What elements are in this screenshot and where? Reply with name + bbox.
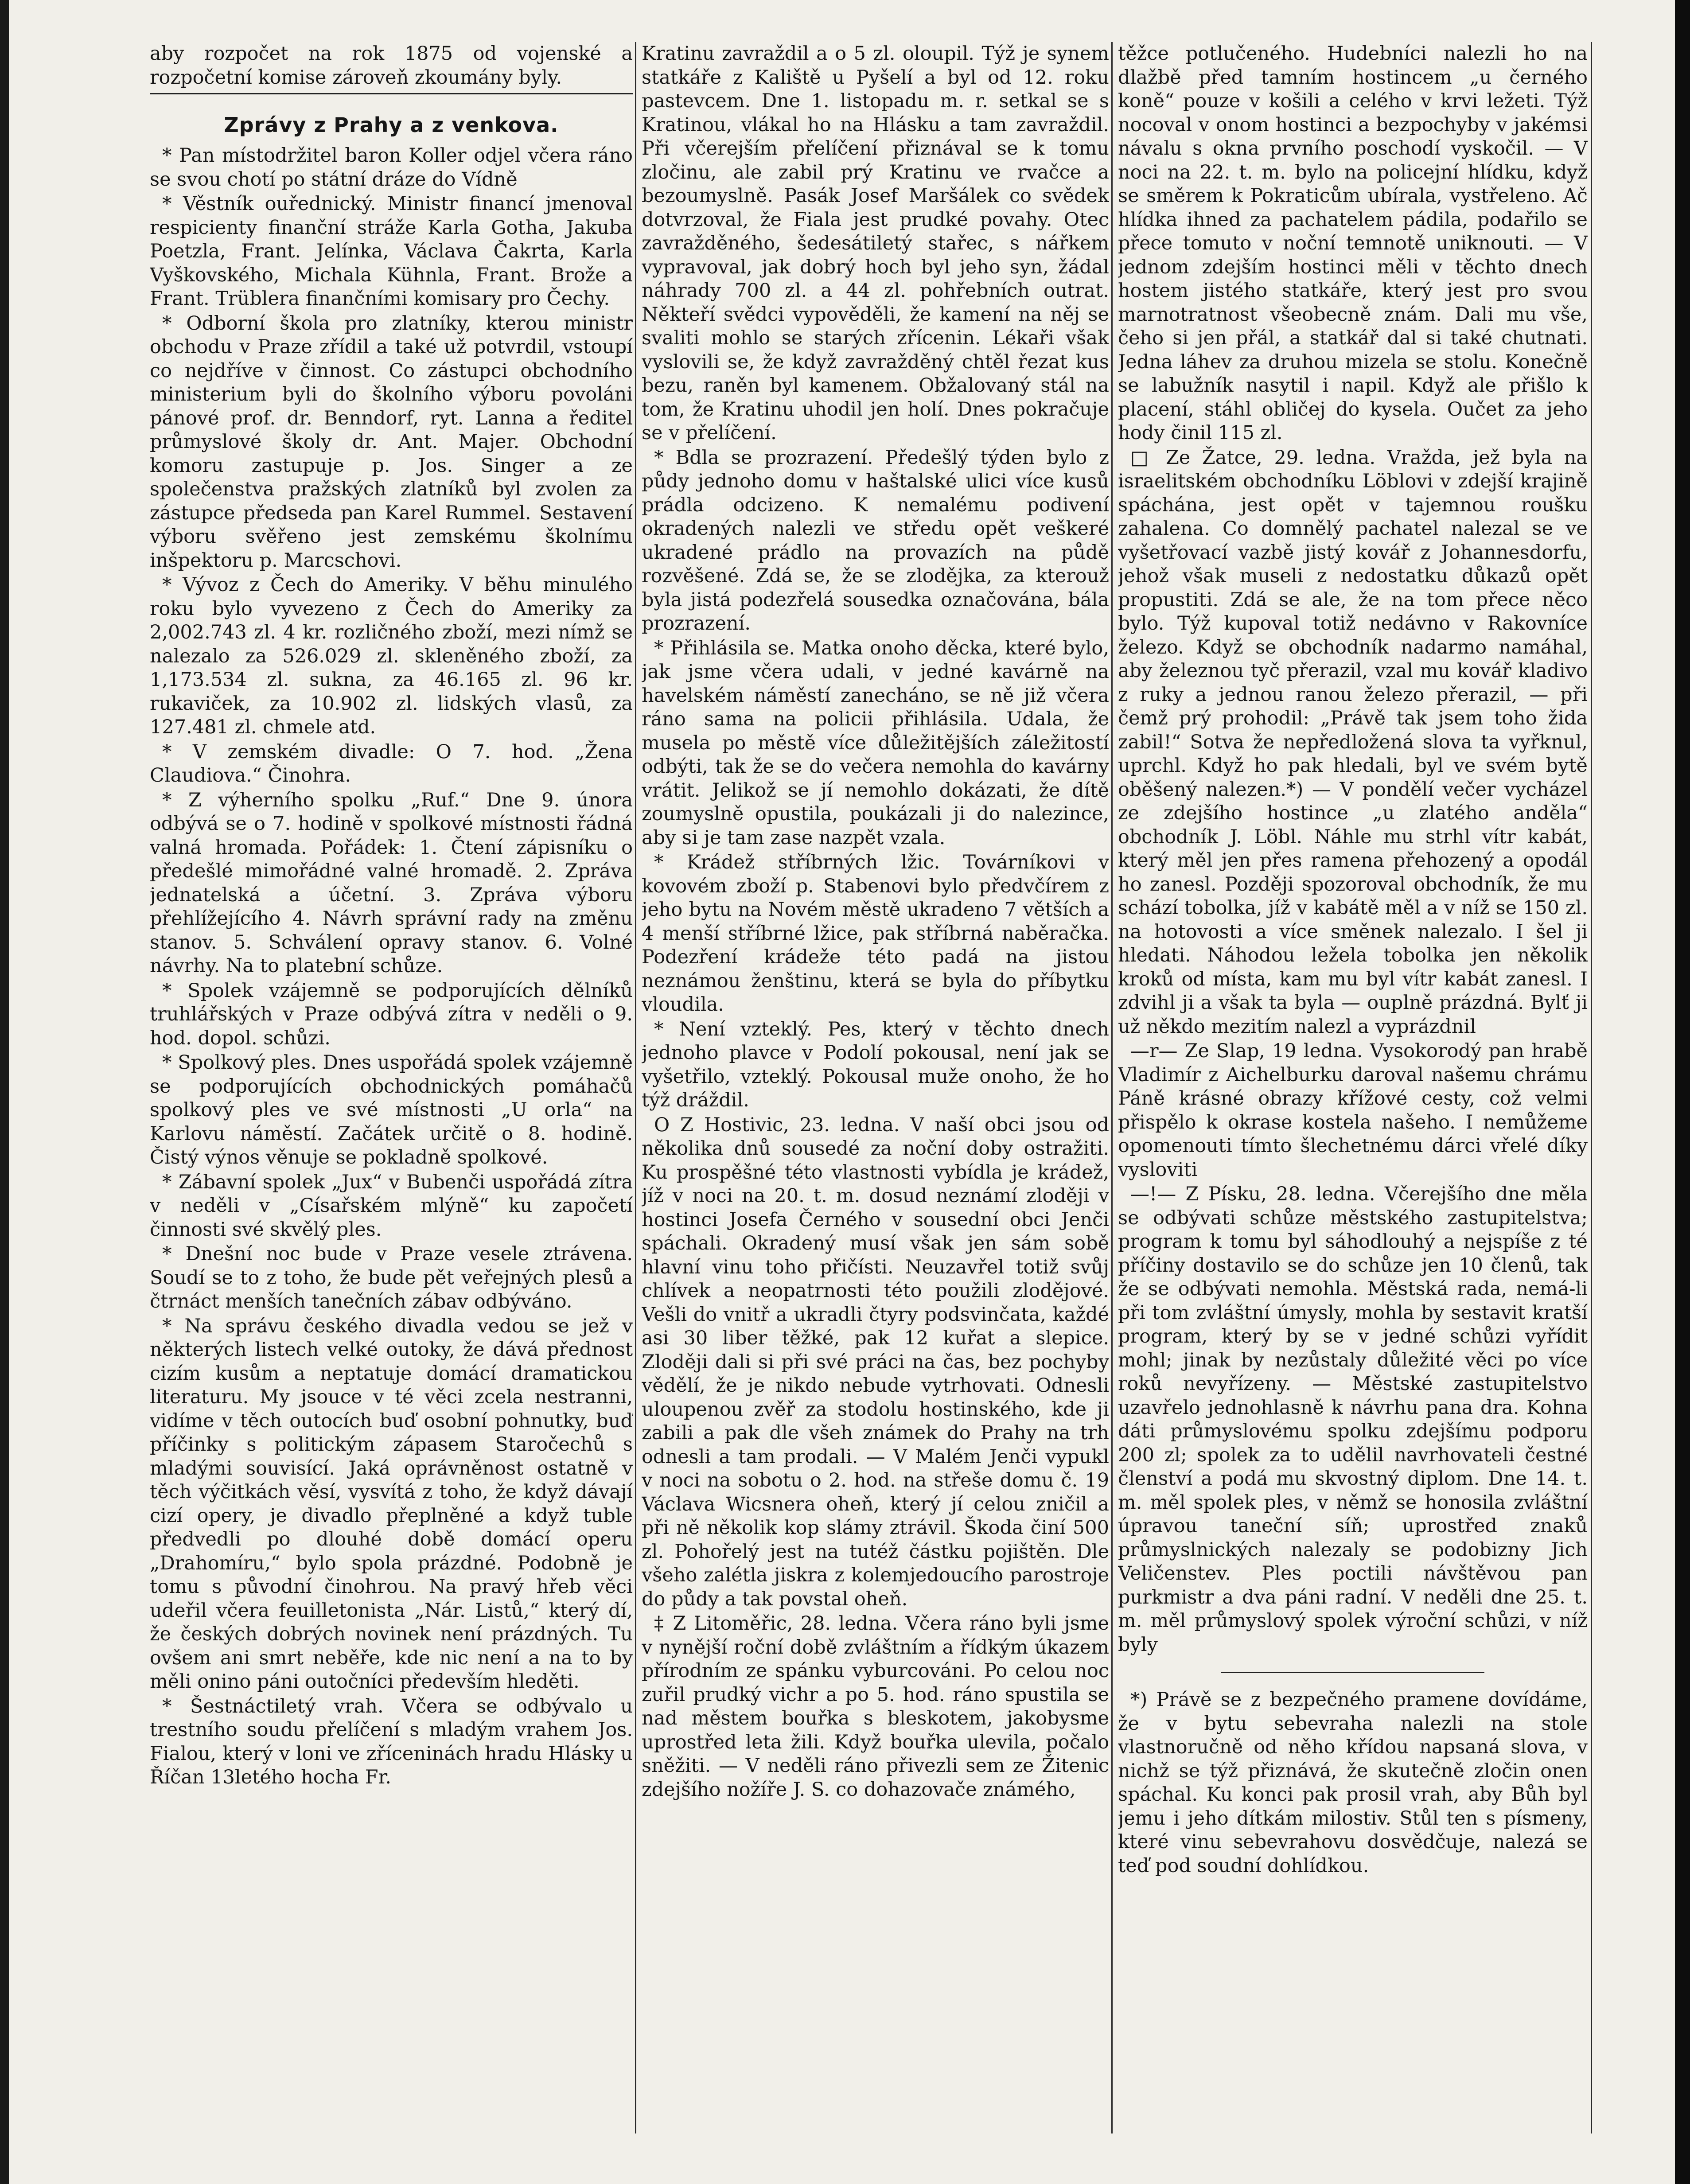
- article-paragraph: * Dnešní noc bude v Praze vesele ztrávena. Soudí se to z toho, že bude pět veřejných plesů a čtrnáct menších tanečních zábav odbýváno.: [150, 1243, 633, 1312]
- column-rule-edge: [1591, 42, 1592, 2133]
- article-paragraph: těžce potlučeného. Hudebníci nalezli ho na dlažbě před tamním hostincem „u černého koně“ pouze v košili a celého v krvi ležeti. Týž nocoval v onom hostinci a bezpochyby v jakémsi návalu s okna prvního poschodí vyskočil. — V noci na 22. t. m. bylo na policejní hlídku, když se směrem k Pokraticům ubírala, vystřeleno. Ač hlídka ihned za pachatelem pádila, podařilo se přece tomuto v noční temnotě uniknouti. — V jednom zdejším hostinci měli v těchto dnech hostem jistého statkáře, který jest pro svou marnotratnost všeobecně znám. Dali mu vše, čeho si jen přál, a statkář dal si také chutnati. Jedna láhev za druhou mizela se stolu. Konečně se labužník nasytil i napil. Když ale přišlo k placení, stáhl obličej do kysela. Oučet za jeho hody činil 115 zl.: [1118, 43, 1588, 444]
- article-paragraph: O Z Hostivic, 23. ledna. V naší obci jsou od několika dnů sousedé za noční doby ostražiti. Ku prospěšné této vlastnosti vybídla je krádež, jíž v noci na 20. t. m. dosud neznámí zloději v hostinci Josefa Černého v sousední obci Jenči spáchali. Okradený musí však jen sám sobě hlavní vinu toho přičísti. Neuzavřel totiž svůj chlívek a neopatrnosti této použili zlodějové. Vešli do vnitř a ukradli čtyry podsvinčata, každé asi 30 liber těžké, pak 12 kuřat a slepice. Zloději dali si při své práci na čas, bez pochyby vědělí, že je nikdo nebude vytrhovati. Odnesli uloupenou zvěř za stodolu hostinského, kde ji zabili a pak dle všeh známek do Prahy na trh odnesli a tam prodali. — V Malém Jenči vypukl v noci na sobotu o 2. hod. na střeše domu č. 19 Václava Wicsnera oheň, který jí celou zničil a při ně několik kop slámy ztrávil. Škoda činí 500 zl. Pohořelý jest na tutéž částku pojištěn. Dle všeho zalétla jiskra z kolemjedoucího parostroje do půdy a tak povstal oheň.: [642, 1113, 1109, 1610]
- article-paragraph: * Spolkový ples. Dnes uspořádá spolek vzájemně se podporujících obchodnických pomáhačů spolkový ples ve své místnosti „U orla“ na Karlovu náměstí. Začátek určitě o 8. hodině. Čistý výnos věnuje se pokladně spolkové.: [150, 1051, 633, 1168]
- scan-edge: [1675, 0, 1690, 2184]
- newspaper-page: [9, 0, 1675, 2184]
- article-paragraph: * Vývoz z Čech do Ameriky. V běhu minulého roku bylo vyvezeno z Čech do Ameriky za 2,002.743 zl. 4 kr. rozličného zboží, mezi nímž se nalezalo za 526.029 zl. skleněného zboží, za 1,173.534 zl. sukna, za 46.165 zl. 96 kr. rukaviček, za 10.902 zl. lidských vlasů, za 127.481 zl. chmele atd.: [150, 574, 633, 738]
- continued-text: aby rozpočet na rok 1875 od vojenské a rozpočetní komise zároveň zkoumány byly.: [150, 43, 633, 89]
- column-rule-left: [635, 42, 636, 2133]
- footnote-divider: [1221, 1672, 1484, 1673]
- article-paragraph: * Bdla se prozrazení. Předešlý týden bylo z půdy jednoho domu v haštalské ulici více kusů prádla odcizeno. K nemalému podivení okradených nalezli ve středu opět veškeré ukradené prádlo na provazích na půdě rozvěšené. Zdá se, že se zlodějka, za kterouž byla jistá podezřelá sousedka označována, bála prozrazení.: [642, 446, 1109, 635]
- column-rule-right: [1111, 42, 1113, 2133]
- column-2: [642, 42, 1109, 2169]
- article-paragraph: * Zábavní spolek „Jux“ v Bubenči uspořádá zítra v neděli v „Císařském mlýně“ ku započetí činnosti své skvělý ples.: [150, 1171, 633, 1241]
- article-paragraph: □ Ze Žatce, 29. ledna. Vražda, jež byla na israelitském obchodníku Löblovi v zdejší krajině spáchána, jest opět v tajemnou roušku zahalena. Co domnělý pachatel nalezal se ve vyšetřovací vazbě jistý kovář z Johannesdorfu, jehož však museli z nedostatku důkazů opět propustiti. Zdá se ale, že na tom přece něco bylo. Týž kupoval totiž nedávno v Rakovníce železo. Když se obchodník nadarmo namáhal, aby železnou tyč přerazil, vzal mu kovář kladivo z ruky a jednou ranou železo přerazil, — při čemž prý prohodil: „Právě tak jsem toho žida zabil!“ Sotva že nepředložená slova ta vyřknul, uprchl. Když ho pak hledali, byl ve svém bytě oběšený nalezen.*) — V pondělí večer vycházel ze zdejšího hostince „u zlatého anděla“ obchodník J. Löbl. Náhle mu strhl vítr kabát, který měl jen přes ramena přehozený a opodál ho zanesl. Později spozoroval obchodník, že mu schází tobolka, jíž v kabátě měl a v níž se 150 zl. na hotovosti a více směnek nalezalo. I šel ji hledati. Náhodou ležela tobolka jen několik kroků od místa, kam mu byl vítr kabát zanesl. I zdvihl ji a však ta byla — ouplně prázdná. Bylť ji už někdo mezitím nalezl a vyprázdnil: [1118, 446, 1588, 1038]
- article-paragraph: —!— Z Písku, 28. ledna. Včerejšího dne měla se odbývati schůze městského zastupitelstva; program k tomu byl sáhodlouhý a nejspíše z té příčiny dostavilo se do schůze jen 10 členů, tak že se odbývati nemohla. Městská rada, nemá-li při tom zvláštní úmysly, mohla by sestavit kratší program, který by se v jedné schůzi vyřídit mohl; jinak by nezůstaly důležité věci po více roků nevyřízeny. — Městské zastupitelstvo uzavřelo jednohlasně k návrhu pana dra. Kohna dáti průmyslovému spolku zdejšímu podporu 200 zl; spolek za to udělil navrhovateli čestné členství a podá mu skvostný diplom. Dne 14. t. m. měl spolek ples, v němž se honosila zvláštní úpravou taneční síň; uprostřed znaků průmyslnických nalezaly se podobizny Jich Veličenstev. Ples poctili návštěvou pan purkmistr a dva páni radní. V neděli dne 25. t. m. měl průmyslový spolek výroční schůzi, v níž byly: [1118, 1183, 1588, 1656]
- section-divider: [150, 93, 633, 94]
- footnote: *) Právě se z bezpečného pramene dovídáme, že v bytu sebevraha nalezli na stole vlastnoručně od něho křídou napsaná slova, v nichž se týž přiznává, že skutečně zločin onen spáchal. Ku konci pak prosil vrah, aby Bůh byl jemu i jeho dítkám milostiv. Stůl ten s písmeny, které vinu sebevrahovu dosvědčuje, nalezá se teď pod soudní dohlídkou.: [1118, 1689, 1588, 1877]
- article-paragraph: * Odborní škola pro zlatníky, kterou ministr obchodu v Praze zřídil a také už potvrdil, vstoupí co nejdříve v činnost. Co zástupci obchodního ministerium byli do školního výboru povoláni pánové prof. dr. Benndorf, ryt. Lanna a ředitel průmyslové školy dr. Ant. Majer. Obchodní komoru zastupuje p. Jos. Singer a ze společenstva pražských zlatníků byl zvolen za zástupce předseda pan Karel Rummel. Sestavení výboru svěřeno jest zemskému školnímu inšpektoru p. Marcschovi.: [150, 312, 633, 572]
- article-paragraph: Kratinu zavraždil a o 5 zl. oloupil. Týž je synem statkáře z Kaliště u Pyšelí a byl od 12. roku pastevcem. Dne 1. listopadu m. r. setkal se s Kratinou, vlákal ho na Hlásku a tam zavraždil. Při včerejším přelíčení přiznával se k tomu zločinu, ale zabil prý Kratinu ve rvačce a bezoumyslně. Pasák Josef Maršálek co svědek dotvrzoval, že Fiala jest prudké povahy. Otec zavražděného, šedesátiletý stařec, s nářkem vypravoval, jak dobrý hoch byl jeho syn, žádal náhrady 700 zl. a 44 zl. pohřebních outrat. Někteří svědci vypověděli, že kamení na něj se svaliti mohlo se starých zřícenin. Lékaři však vyslovili se, že když zavražděný chtěl řezat kus bezu, raněn byl kamenem. Obžalovaný stál na tom, že Kratinu uhodil jen holí. Dnes pokračuje se v přelíčení.: [642, 43, 1109, 444]
- article-paragraph: ‡ Z Litoměřic, 28. ledna. Včera ráno byli jsme v nynější roční době zvláštním a řídkým úkazem přírodním ze spánku vyburcováni. Po celou noc zuřil prudký vichr a po 5. hod. ráno spustila se nad městem bouřka s bleskotem, jakobysme uprostřed leta žili. Když bouřka ulevila, počalo sněžiti. — V neděli ráno přivezli sem ze Žitenic zdejšího nožíře J. S. co dohazovače známého,: [642, 1612, 1109, 1801]
- article-paragraph: * Z výherního spolku „Ruf.“ Dne 9. února odbývá se o 7. hodině v spolkové místnosti řádná valná hromada. Pořádek: 1. Čtení zápisníku o předešlé mimořádné valné hromadě. 2. Zpráva jednatelská a účetní. 3. Zpráva výboru přehlížejícího 4. Návrh správní rady na změnu stanov. 5. Schválení opravy stanov. 6. Volné návrhy. Na to platební schůze.: [150, 789, 633, 977]
- article-paragraph: —r— Ze Slap, 19 ledna. Vysokorodý pan hrabě Vladimír z Aichelburku daroval našemu chrámu Páně krásné obrazy křížové cesty, což velmi přispělo k okrase kostela našeho. I nemůžeme opomenouti tímto šlechetnému dárci vřelé díky vysloviti: [1118, 1040, 1588, 1181]
- column-3: [1118, 42, 1588, 2169]
- article-paragraph: * Na správu českého divadla vedou se jež v některých listech velké outoky, že dává přednost cizím kusům a neptatuje domácí dramatickou literaturu. My jsouce v té věci zcela nestranni, vidíme v těch outocích buď osobní pohnutky, buď příčinky s politickým zápasem Staročechů s mladými souvisící. Jaká oprávněnost ostatně v těch výčitkách věsí, vysvítá z toho, že když dávají cizí opery, je divadlo přeplněné a když tuble předvedli po dlouhé době domácí operu „Drahomíru,“ bylo spola prázdné. Podobně je tomu s původní činohrou. Na pravý hřeb věci udeřil včera feuilletonista „Nár. Listů,“ který dí, že českých dobrých novinek není prázdných. Tu ovšem ani smrt neběře, kde nic není a na to by měli onino páni outočníci především hleděti.: [150, 1315, 633, 1693]
- article-paragraph: * Není vzteklý. Pes, který v těchto dnech jednoho plavce v Podolí pokousal, není jak se vyšetřilo, vzteklý. Pokousal muže onoho, že ho týž dráždil.: [642, 1018, 1109, 1111]
- article-paragraph: * Pan místodržitel baron Koller odjel včera ráno se svou chotí po státní dráze do Vídně: [150, 144, 633, 191]
- article-paragraph: * Spolek vzájemně se podporujících dělníků truhlářských v Praze odbývá zítra v neděli o 9. hod. dopol. schůzi.: [150, 979, 633, 1049]
- article-paragraph: * V zemském divadle: O 7. hod. „Žena Claudiova.“ Činohra.: [150, 740, 633, 786]
- section-heading: Zprávy z Prahy a z venkova.: [224, 113, 559, 137]
- article-paragraph: * Věstník ouřednický. Ministr financí jmenoval respicienty finanční stráže Karla Gotha, Jakuba Poetzla, Frant. Jelínka, Václava Čakrta, Karla Vyškovského, Michala Kühnla, Frant. Brože a Frant. Trüblera finančními komisary pro Čechy.: [150, 193, 633, 310]
- article-paragraph: * Šestnáctiletý vrah. Včera se odbývalo u trestního soudu přelíčení s mladým vrahem Jos. Fialou, který v loni ve zříceninách hradu Hlásky u Říčan 13letého hocha Fr.: [150, 1695, 633, 1788]
- column-1: [150, 42, 633, 2169]
- article-paragraph: * Přihlásila se. Matka onoho děcka, které bylo, jak jsme včera udali, v jedné kavárně na havelském náměstí zanecháno, se ně již včera ráno sama na policii přihlásila. Udala, že musela po městě více důležitějších záležitostí odbýti, tak že se do večera nemohla do kavárny vrátit. Jelikož se jí nemohlo dokázati, že dítě zoumyslně opustila, poukázali ji do nalezince, aby si je tam zase nazpět vzala.: [642, 637, 1109, 849]
- article-paragraph: * Krádež stříbrných lžic. Továrníkovi v kovovém zboží p. Stabenovi bylo předvčírem z jeho bytu na Novém městě ukradeno 7 větších a 4 menší stříbrné lžice, pak stříbrná naběračka. Podezření krádeže této padá na jistou neznámou ženštinu, která se byla do příbytku vloudila.: [642, 851, 1109, 1016]
